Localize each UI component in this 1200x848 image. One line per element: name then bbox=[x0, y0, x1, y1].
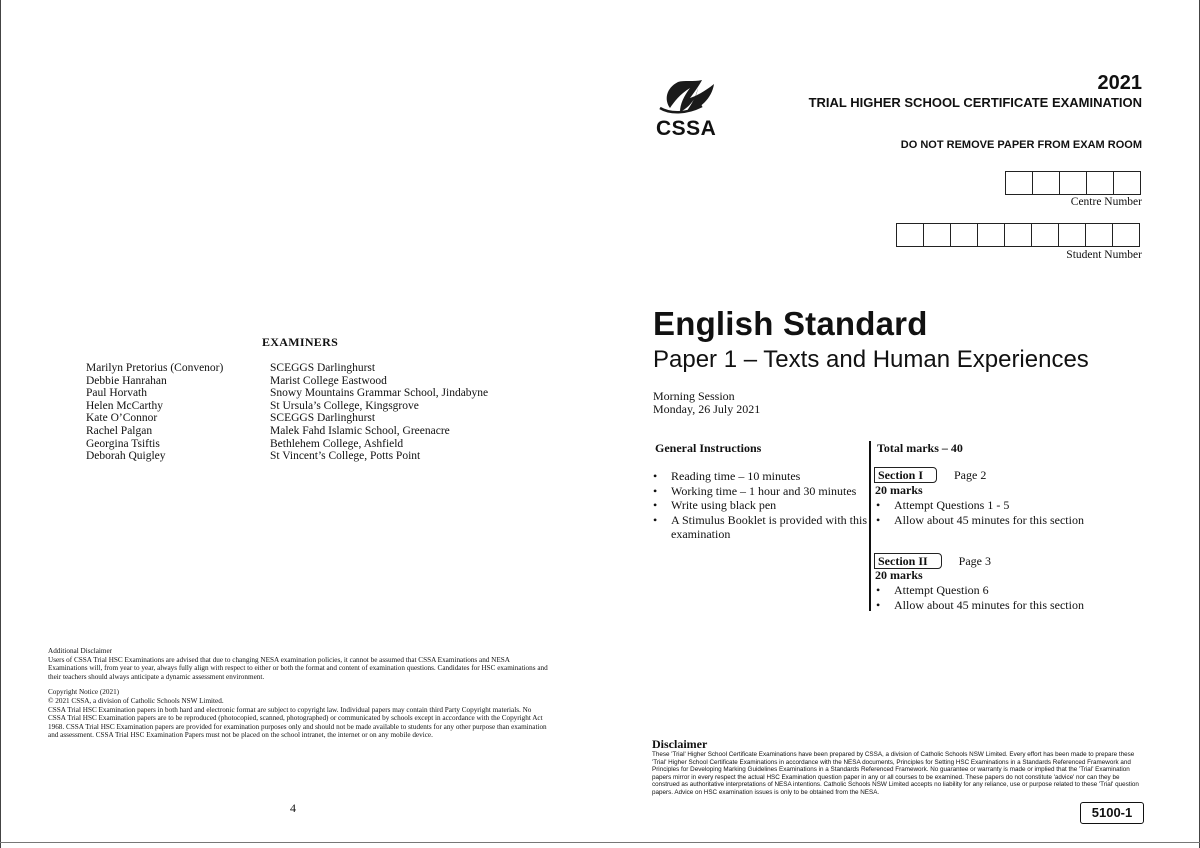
scan-edge-bottom bbox=[0, 842, 1200, 843]
section-2-label: Section II bbox=[874, 553, 942, 569]
section-1-page: Page 2 bbox=[954, 468, 987, 482]
digit-box[interactable] bbox=[1033, 172, 1060, 194]
digit-box[interactable] bbox=[1032, 224, 1059, 246]
additional-disclaimer-text: Users of CSSA Trial HSC Examinations are advised that due to changing NESA examination policies, it cannot be assumed that CSSA Examinations and NESA Examinations will, from year to year, always fully align with respect to either or both the format and content of examination questions. Candidates for HSC examinations and their teachers should always anticipate a dynamic assessment environment. bbox=[48, 655, 548, 681]
instruction-item: • Reading time – 10 minutes bbox=[653, 469, 869, 484]
examiner-school: SCEGGS Darlinghurst bbox=[270, 362, 376, 374]
section-1-label: Section I bbox=[874, 467, 937, 483]
examiner-name: Debbie Hanrahan bbox=[86, 374, 167, 387]
examiner-name: Rachel Palgan bbox=[86, 424, 153, 437]
section-item: • Allow about 45 minutes for this section bbox=[876, 513, 1106, 528]
exam-title: TRIAL HIGHER SCHOOL CERTIFICATE EXAMINATION bbox=[808, 95, 1142, 110]
digit-box[interactable] bbox=[1113, 224, 1139, 246]
session-info bbox=[653, 390, 760, 416]
page-number: 4 bbox=[290, 801, 296, 815]
scan-edge-left bbox=[0, 0, 1, 848]
copyright-line: © 2021 CSSA, a division of Catholic Schools NSW Limited. bbox=[48, 696, 224, 705]
examiner-school: Malek Fahd Islamic School, Greenacre bbox=[270, 424, 450, 437]
exam-date: Monday, 26 July 2021 bbox=[653, 402, 761, 416]
cssa-logo-text: CSSA bbox=[656, 117, 717, 140]
general-instructions-heading: General Instructions bbox=[655, 441, 762, 455]
exam-year: 2021 bbox=[1097, 72, 1142, 94]
paper-code: 5100-1 bbox=[1080, 802, 1144, 824]
digit-box[interactable] bbox=[1006, 172, 1033, 194]
instruction-item: • A Stimulus Booklet is provided with this examination bbox=[653, 513, 869, 542]
examiner-school: SCEGGS Darlinghurst bbox=[270, 412, 376, 425]
section-2-items bbox=[876, 583, 1106, 612]
examiner-name: Deborah Quigley bbox=[86, 450, 166, 463]
section-2-page: Page 3 bbox=[958, 554, 991, 568]
section-2-header bbox=[874, 553, 991, 569]
digit-box[interactable] bbox=[1087, 172, 1114, 194]
examiner-name: Paul Horvath bbox=[86, 387, 148, 400]
section-item: • Attempt Questions 1 - 5 bbox=[876, 498, 1106, 513]
digit-box[interactable] bbox=[951, 224, 978, 246]
digit-box[interactable] bbox=[924, 224, 951, 246]
additional-disclaimer-title: Additional Disclaimer bbox=[48, 647, 113, 655]
disclaimer-heading: Disclaimer bbox=[652, 737, 708, 751]
instruction-item: • Working time – 1 hour and 30 minutes bbox=[653, 484, 869, 499]
section-1-items bbox=[876, 498, 1106, 527]
vertical-divider bbox=[869, 441, 871, 611]
subject-title: English Standard bbox=[653, 305, 928, 342]
examiner-school: Bethlehem College, Ashfield bbox=[270, 437, 404, 450]
examiner-names-column bbox=[86, 362, 266, 463]
disclaimer-text: These 'Trial' Higher School Certificate Examinations have been prepared by CSSA, a division of Catholic Schools NSW Limited. Every effort has been made to prepare these 'Trial' Higher School Certificate Examinations in accordance with the NESA documents, Principles for Setting HSC Examinations in a Standards Referenced Framework and Principles for Developing Marking Guidelines Examinations in a Standards Referenced Framework. No guarantee or warranty is made or implied that the 'Trial' Examination papers mirror in every respect the actual HSC Examination question paper in any or all courses to be examined. These papers do not constitute 'advice' nor can they be construed as authoritative interpretations of NESA intentions. Catholic Schools NSW Limited accepts no liability for any reliance, use or purpose related to these 'Trial' question papers. Advice on HSC examination issues is only to be obtained from the NESA. bbox=[652, 751, 1139, 796]
centre-number-boxes[interactable] bbox=[1005, 171, 1141, 195]
copyright-text: CSSA Trial HSC Examination papers in both hard and electronic format are subject to copyright law. Individual papers may contain third Party Copyright materials. No CSSA Trial HSC Examination papers are to be reproduced (photocopied, scanned, photographed) or communicated by schools except in accordance with the Copyright Act 1968. CSSA Trial HSC Examination papers are provided for examination purposes only and should not be made available to students for any other purpose than examination and assessment. CSSA Trial HSC Examination Papers must not be placed on the school intranet, the internet or on any mobile device. bbox=[48, 705, 547, 740]
general-instructions-list bbox=[653, 469, 869, 542]
examiner-name: Georgina Tsiftis bbox=[86, 437, 160, 450]
instruction-item: • Write using black pen bbox=[653, 498, 869, 513]
examiner-school: Snowy Mountains Grammar School, Jindabyne bbox=[270, 387, 489, 400]
copyright-title: Copyright Notice (2021) bbox=[48, 688, 120, 697]
section-item: • Attempt Question 6 bbox=[876, 583, 1106, 598]
section-2-marks: 20 marks bbox=[875, 568, 923, 582]
examiners-heading: EXAMINERS bbox=[262, 335, 339, 349]
examiner-school: St Vincent’s College, Potts Point bbox=[270, 450, 421, 463]
digit-box[interactable] bbox=[1005, 224, 1032, 246]
centre-number-label: Centre Number bbox=[1070, 196, 1142, 208]
examiner-name: Helen McCarthy bbox=[86, 399, 163, 412]
digit-box[interactable] bbox=[897, 224, 924, 246]
total-marks: Total marks – 40 bbox=[877, 441, 963, 455]
digit-box[interactable] bbox=[1114, 172, 1140, 194]
student-number-boxes[interactable] bbox=[896, 223, 1140, 247]
digit-box[interactable] bbox=[978, 224, 1005, 246]
exam-notice: DO NOT REMOVE PAPER FROM EXAM ROOM bbox=[900, 139, 1142, 151]
section-item: • Allow about 45 minutes for this section bbox=[876, 598, 1106, 613]
section-1-marks: 20 marks bbox=[875, 483, 923, 497]
session-label: Morning Session bbox=[653, 389, 735, 403]
digit-box[interactable] bbox=[1059, 224, 1086, 246]
examiner-school: Marist College Eastwood bbox=[270, 374, 387, 387]
examiner-name: Kate O’Connor bbox=[86, 412, 158, 425]
additional-disclaimer-block bbox=[48, 647, 548, 747]
digit-box[interactable] bbox=[1086, 224, 1113, 246]
paper-title: Paper 1 – Texts and Human Experiences bbox=[653, 346, 1089, 373]
examiner-schools-column bbox=[270, 362, 530, 463]
digit-box[interactable] bbox=[1060, 172, 1087, 194]
section-1-header bbox=[874, 467, 986, 483]
examiner-name: Marilyn Pretorius (Convenor) bbox=[86, 362, 224, 374]
examiner-school: St Ursula’s College, Kingsgrove bbox=[270, 399, 419, 412]
student-number-label: Student Number bbox=[1066, 249, 1142, 261]
